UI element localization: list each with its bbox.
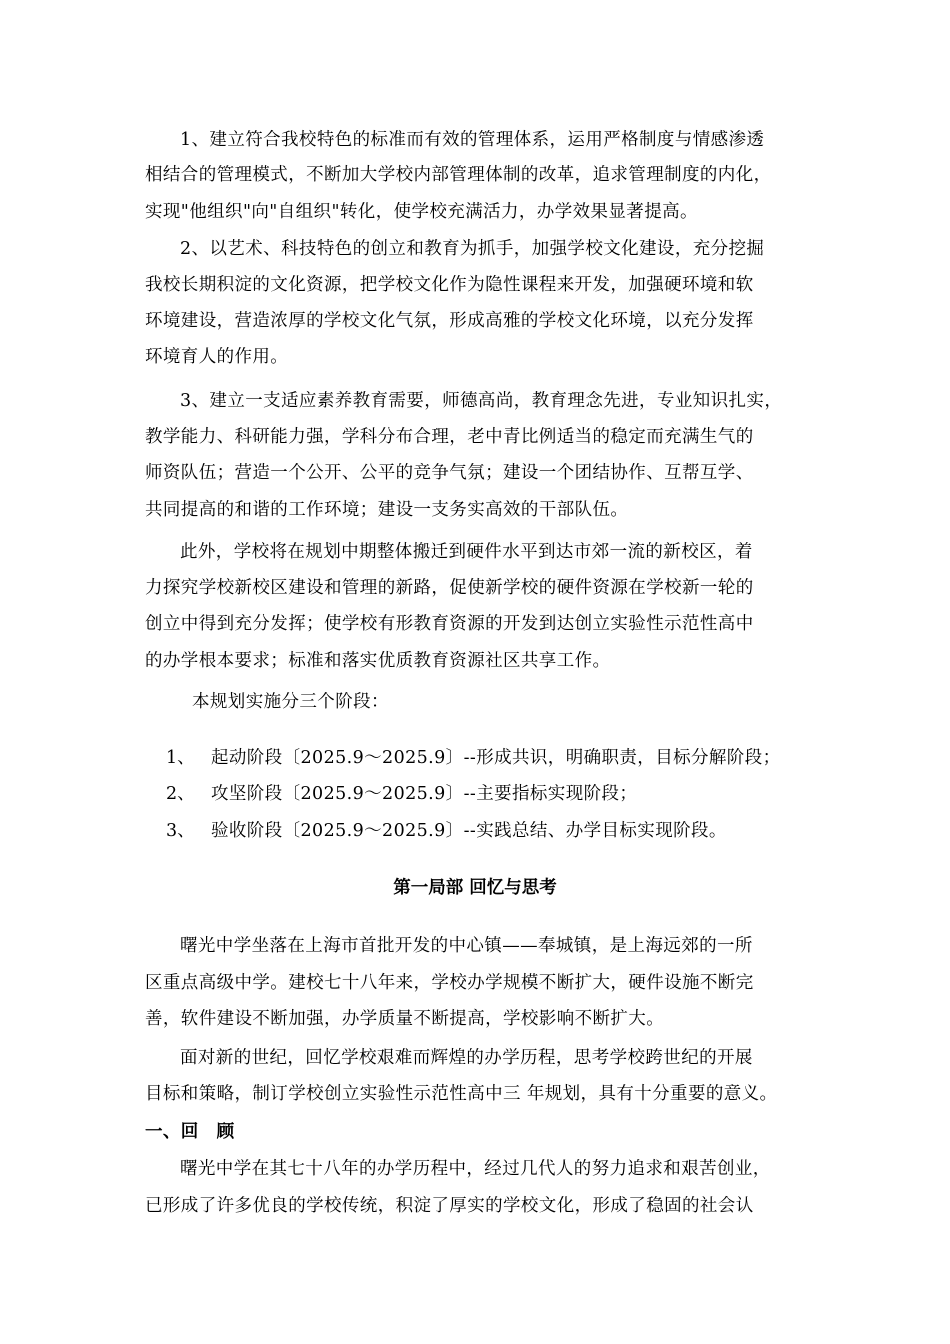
section-title: 第一局部 回忆与思考 — [393, 878, 557, 898]
stages-intro: 本规划实施分三个阶段： — [192, 692, 389, 712]
paragraph-8-line-1: 曙光中学在其七十八年的办学历程中，经过几代人的努力追求和艰苦创业， — [180, 1159, 771, 1179]
paragraph-3-line-1: 3、建立一支适应素养教育需要，师德高尚，教育理念先进，专业知识扎实， — [180, 391, 783, 411]
paragraph-6-line-3: 善，软件建设不断加强，办学质量不断提高，学校影响不断扩大。 — [145, 1009, 665, 1029]
stage-1-text: 起动阶段〔2025.9～2025.9〕--形成共识，明确职责，目标分解阶段； — [211, 748, 781, 768]
paragraph-6-line-2: 区重点高级中学。建校七十八年来，学校办学规模不断扩大，硬件设施不断完 — [145, 973, 754, 993]
paragraph-2-line-4: 环境育人的作用。 — [145, 347, 289, 367]
stage-2-number: 2、 — [166, 784, 195, 804]
subheading-review: 一、回 顾 — [145, 1122, 235, 1142]
paragraph-4-line-1: 此外，学校将在规划中期整体搬迁到硬件水平到达市郊一流的新校区，着 — [180, 542, 753, 562]
stage-3-text: 验收阶段〔2025.9～2025.9〕--实践总结、办学目标实现阶段。 — [211, 821, 727, 841]
paragraph-4-line-3: 创立中得到充分发挥；使学校有形教育资源的开发到达创立实验性示范性高中 — [145, 614, 754, 634]
paragraph-2-line-2: 我校长期积淀的文化资源，把学校文化作为隐性课程来开发，加强硬环境和软 — [145, 275, 754, 295]
stage-2-text: 攻坚阶段〔2025.9～2025.9〕--主要指标实现阶段； — [211, 784, 638, 804]
paragraph-4-line-2: 力探究学校新校区建设和管理的新路，促使新学校的硬件资源在学校新一轮的 — [145, 578, 754, 598]
paragraph-7-line-1: 面对新的世纪，回忆学校艰难而辉煌的办学历程，思考学校跨世纪的开展 — [180, 1048, 753, 1068]
paragraph-1-line-2: 相结合的管理模式，不断加大学校内部管理体制的改革，追求管理制度的内化， — [145, 165, 772, 185]
paragraph-3-line-3: 师资队伍；营造一个公开、公平的竞争气氛；建设一个团结协作、互帮互学、 — [145, 463, 754, 483]
paragraph-2-line-3: 环境建设，营造浓厚的学校文化气氛，形成高雅的学校文化环境，以充分发挥 — [145, 311, 754, 331]
paragraph-3-line-4: 共同提高的和谐的工作环境；建设一支务实高效的干部队伍。 — [145, 500, 629, 520]
paragraph-1-line-1: 1、建立符合我校特色的标准而有效的管理体系，运用严格制度与情感渗透 — [180, 130, 765, 150]
paragraph-3-line-2: 教学能力、科研能力强，学科分布合理，老中青比例适当的稳定而充满生气的 — [145, 427, 754, 447]
paragraph-4-line-4: 的办学根本要求；标准和落实优质教育资源社区共享工作。 — [145, 651, 611, 671]
paragraph-2-line-1: 2、以艺术、科技特色的创立和教育为抓手，加强学校文化建设，充分挖掘 — [180, 239, 765, 259]
paragraph-8-line-2: 已形成了许多优良的学校传统，积淀了厚实的学校文化，形成了稳固的社会认 — [145, 1196, 754, 1216]
stage-1-number: 1、 — [166, 748, 195, 768]
paragraph-7-line-2: 目标和策略，制订学校创立实验性示范性高中三 年规划，具有十分重要的意义。 — [145, 1084, 778, 1104]
stage-3-number: 3、 — [166, 821, 195, 841]
paragraph-6-line-1: 曙光中学坐落在上海市首批开发的中心镇——奉城镇，是上海远郊的一所 — [180, 936, 753, 956]
paragraph-1-line-3: 实现"他组织"向"自组织"转化，使学校充满活力，办学效果显著提高。 — [145, 202, 698, 222]
